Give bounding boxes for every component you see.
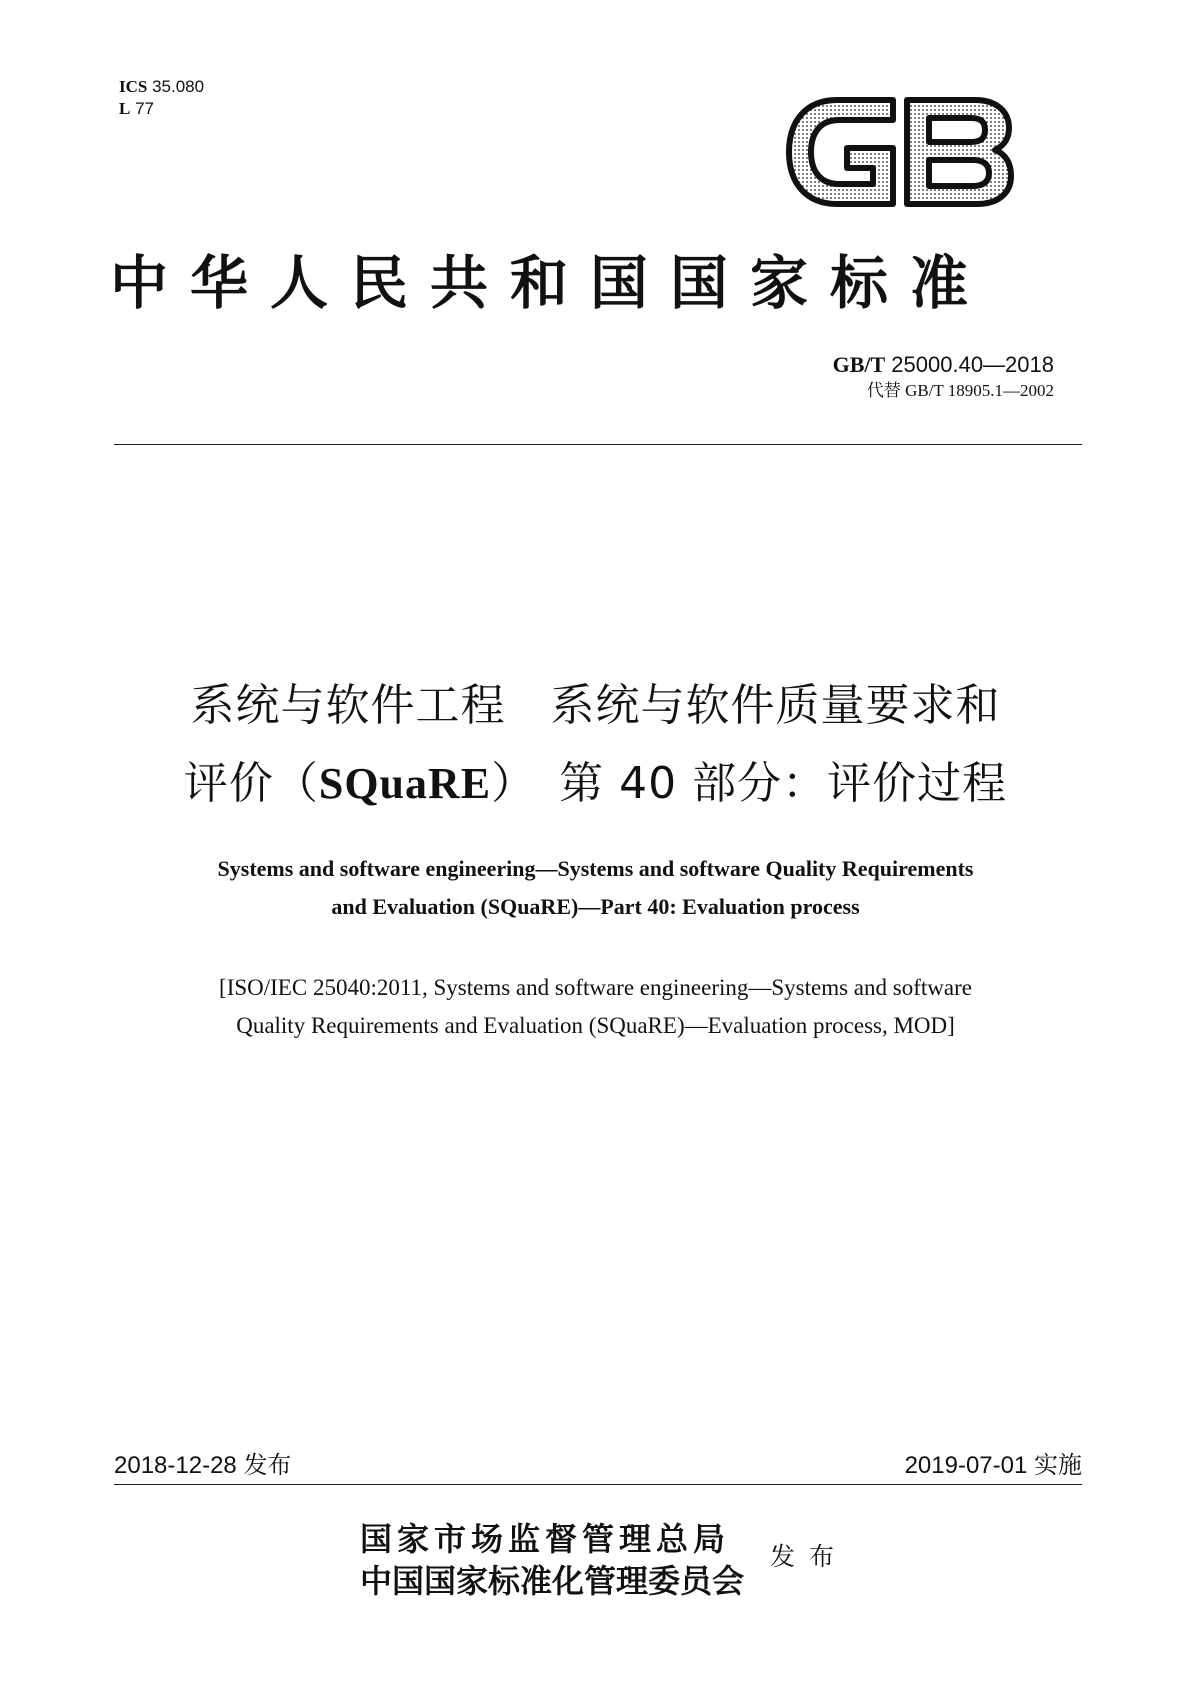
issuing-authorities bbox=[360, 1518, 744, 1602]
ccs-code: L 77 bbox=[119, 99, 154, 118]
standard-prefix: GB/T bbox=[832, 352, 886, 377]
iso-reference-line-1: [ISO/IEC 25040:2011, Systems and software engineering—Systems and software bbox=[219, 975, 972, 1000]
issue-date: 2018-12-28 发布 bbox=[114, 1451, 292, 1479]
footer-divider bbox=[114, 1484, 1082, 1485]
iso-reference-line-2: Quality Requirements and Evaluation (SQuaRE)—Evaluation process, MOD] bbox=[236, 1013, 955, 1038]
header-divider bbox=[114, 444, 1082, 445]
gb-logo-icon bbox=[785, 92, 1015, 212]
iso-reference bbox=[80, 969, 1111, 1045]
ics-code: ICS 35.080 bbox=[119, 77, 205, 96]
effective-date: 2019-07-01 实施 bbox=[904, 1451, 1082, 1479]
classification-codes bbox=[119, 76, 204, 120]
issuer-sac: 中国国家标准化管理委员会 bbox=[360, 1562, 745, 1600]
standard-code: 25000.40—2018 bbox=[891, 352, 1054, 377]
country-standard-title: 中华人民共和国国家标准 bbox=[110, 249, 991, 317]
chinese-title-line-2: 评价（SQuaRE） 第 40 部分：评价过程 bbox=[183, 758, 1008, 809]
issuer-samr: 国家市场监督管理总局 bbox=[360, 1520, 731, 1558]
issue-verb: 发布 bbox=[770, 1542, 849, 1571]
chinese-title-line-1: 系统与软件工程 系统与软件质量要求和 bbox=[190, 680, 1001, 731]
english-title-line-1: Systems and software engineering—Systems and software Quality Requirements bbox=[217, 856, 974, 881]
chinese-title bbox=[80, 667, 1111, 823]
standard-number bbox=[833, 352, 1054, 378]
english-title-line-2: and Evaluation (SQuaRE)—Part 40: Evaluation process bbox=[331, 894, 860, 919]
replaced-standard: 代替 GB/T 18905.1—2002 bbox=[866, 381, 1054, 400]
english-title bbox=[80, 850, 1111, 926]
